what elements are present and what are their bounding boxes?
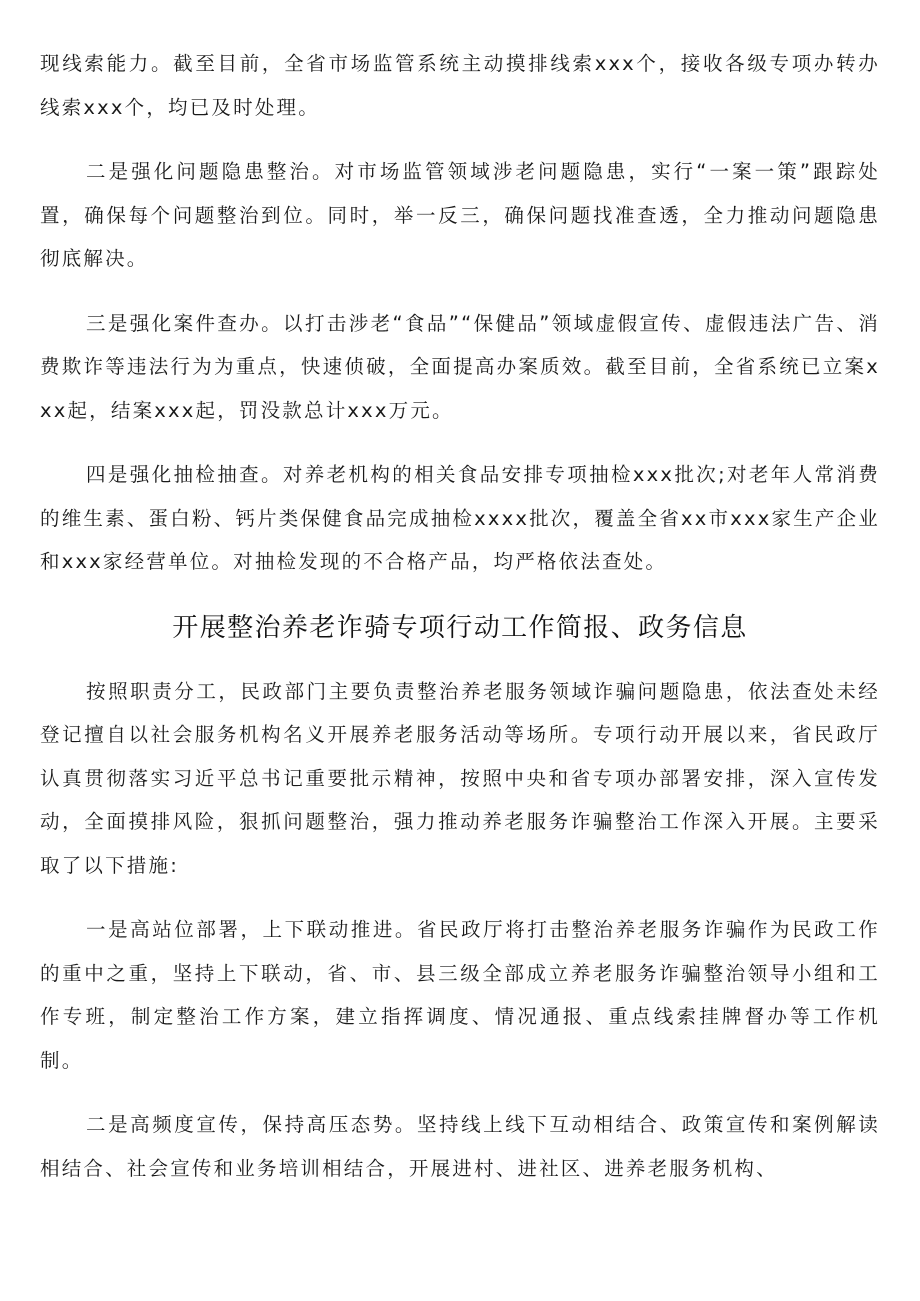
section-civil-affairs (40, 670, 880, 1191)
paragraph-publicity: 二是高频度宣传，保持高压态势。坚持线上线下互动相结合、政策宣传和案例解读相结合、社会宣传和业务培训相结合，开展进村、进社区、进养老服务机构、 (40, 1113, 880, 1180)
paragraph-continuation: 现线索能力。截至目前，全省市场监管系统主动摸排线索xxx个，接收各级专项办转办线索xxx个，均已及时处理。 (40, 52, 880, 119)
section-market-supervision (40, 42, 880, 584)
paragraph-sampling-inspection: 四是强化抽检抽查。对养老机构的相关食品安排专项抽检xxx批次;对老年人常消费的维生素、蛋白粉、钙片类保健食品完成抽检xxxx批次，覆盖全省xx市xxx家生产企业和xxx家经营单位。对抽检发现的不合格产品，均严格依法查处。 (40, 463, 880, 573)
paragraph-problem-rectification: 二是强化问题隐患整治。对市场监管领域涉老问题隐患，实行“一案一策”跟踪处置，确保每个问题整治到位。同时，举一反三，确保问题找准查透，全力推动问题隐患彻底解决。 (40, 160, 880, 270)
paragraph-deployment: 一是高站位部署，上下联动推进。省民政厅将打击整治养老服务诈骗作为民政工作的重中之重，坚持上下联动，省、市、县三级全部成立养老服务诈骗整治领导小组和工作专班，制定整治工作方案，建立指挥调度、情况通报、重点线索挂牌督办等工作机制。 (40, 918, 880, 1072)
paragraph-responsibilities: 按照职责分工，民政部门主要负责整治养老服务领域诈骗问题隐患，依法查处未经登记擅自以社会服务机构名义开展养老服务活动等场所。专项行动开展以来，省民政厅认真贯彻落实习近平总书记重要批示精神，按照中央和省专项办部署安排，深入宣传发动，全面摸排风险，狠抓问题整治，强力推动养老服务诈骗整治工作深入开展。主要采取了以下措施: (40, 679, 880, 877)
paragraph-case-investigation: 三是强化案件查办。以打击涉老“食品”“保健品”领域虚假宣传、虚假违法广告、消费欺诈等违法行为为重点，快速侦破，全面提高办案质效。截至目前，全省系统已立案xxx起，结案xxx起，罚没款总计xxx万元。 (40, 311, 880, 422)
section-title: 开展整治养老诈骑专项行动工作简报、政务信息 (172, 612, 748, 643)
